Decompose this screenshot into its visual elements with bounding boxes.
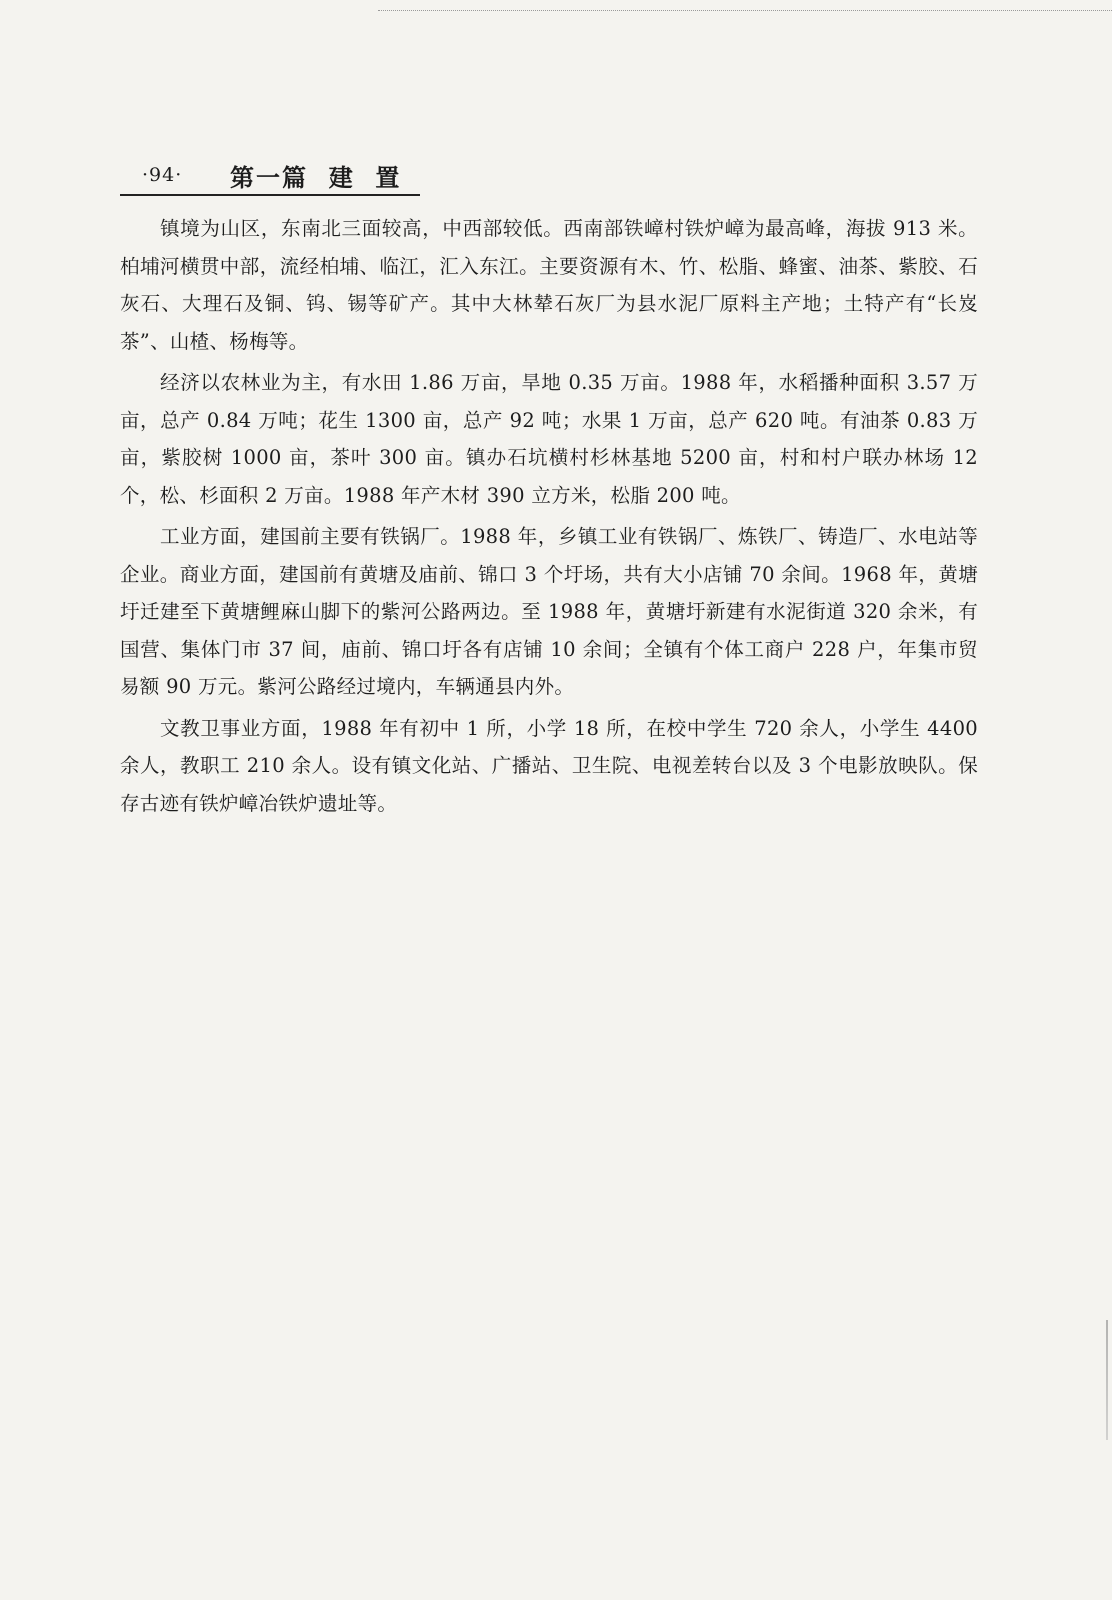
paragraph-economy: 经济以农林业为主，有水田 1.86 万亩，旱地 0.35 万亩。1988 年，水稻播种面积 3.57 万亩，总产 0.84 万吨；花生 1300 亩，总产 92 吨；水果 1 万亩，总产 620 吨。有油茶 0.83 万亩，紫胶树 1000 亩，茶叶 300 亩。镇办石坑横村杉林基地 5200 亩，村和村户联办林场 12 个，松、杉面积 2 万亩。1988 年产木材 390 立方米，松脂 200 吨。 (120, 371, 978, 507)
paragraph-culture-education: 文教卫事业方面，1988 年有初中 1 所，小学 18 所，在校中学生 720 余人，小学生 4400 余人，教职工 210 余人。设有镇文化站、广播站、卫生院、电视差转台以及 3 个电影放映队。保存古迹有铁炉嶂冶铁炉遗址等。 (120, 716, 978, 815)
page-header (120, 158, 420, 196)
paragraph-geography: 镇境为山区，东南北三面较高，中西部较低。西南部铁嶂村铁炉嶂为最高峰，海拔 913 米。柏埔河横贯中部，流经柏埔、临江，汇入东江。主要资源有木、竹、松脂、蜂蜜、油茶、紫胶、石灰石、大理石及铜、钨、锡等矿产。其中大林辇石灰厂为县水泥厂原料主产地；土特产有“长岌茶”、山楂、杨梅等。 (120, 217, 978, 353)
body-text (120, 210, 978, 826)
paragraph-industry-commerce: 工业方面，建国前主要有铁锅厂。1988 年，乡镇工业有铁锅厂、炼铁厂、铸造厂、水电站等企业。商业方面，建国前有黄塘及庙前、锦口 3 个圩场，共有大小店铺 70 余间。1968 年，黄塘圩迁建至下黄塘鲤麻山脚下的紫河公路两边。至 1988 年，黄塘圩新建有水泥街道 320 余米，有国营、集体门市 37 间，庙前、锦口圩各有店铺 10 余间；全镇有个体工商户 228 户，年集市贸易额 90 万元。紫河公路经过境内，车辆通县内外。 (120, 525, 978, 698)
top-edge-rule (378, 10, 1112, 11)
section-title: 第一篇 建 置 (230, 164, 402, 192)
scan-edge-mark (1106, 1320, 1108, 1440)
page-number: ·94· (142, 164, 183, 186)
